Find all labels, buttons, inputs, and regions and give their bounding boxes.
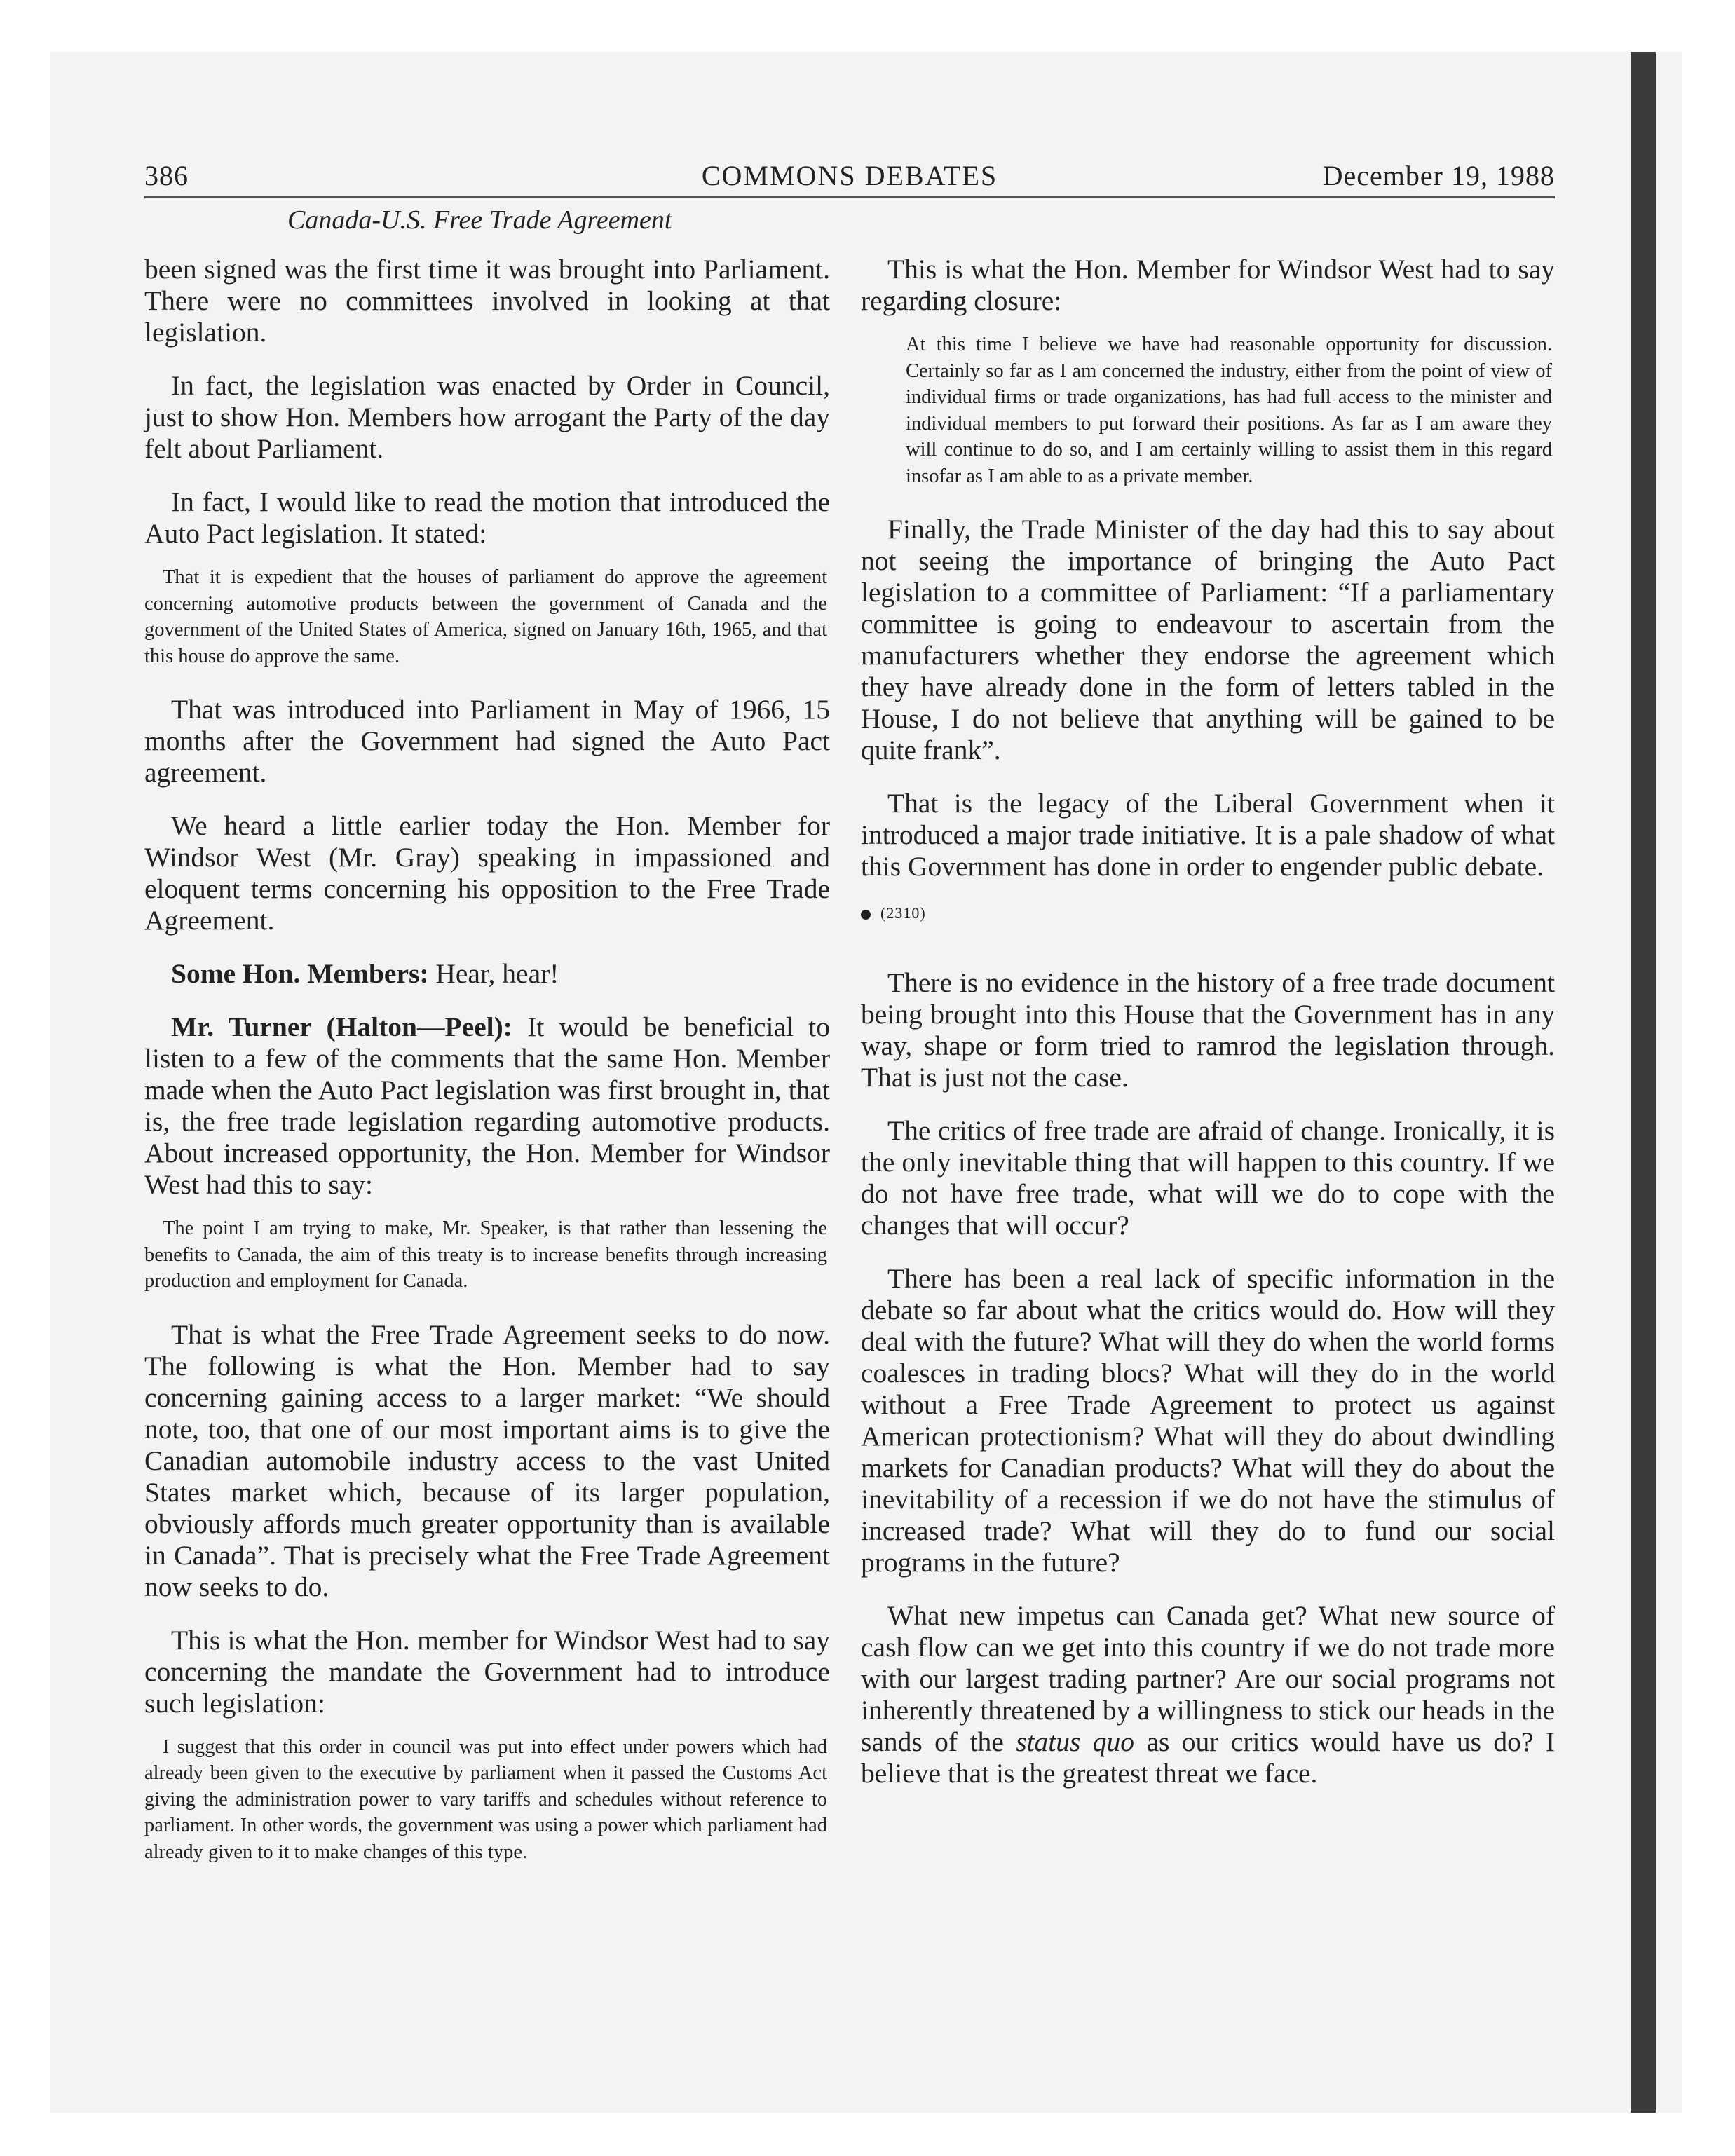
speaker-name: Some Hon. Members: (171, 958, 429, 989)
paragraph (144, 958, 830, 990)
paragraph: This is what the Hon. member for Windsor West had to say concerning the mandate the Government had to introduce such legislation: (144, 1624, 830, 1719)
block-quote: The point I am trying to make, Mr. Speaker, is that rather than lessening the benefits to Canada, the aim of this treaty is to increase benefits through increasing production and employment for Canada. (144, 1217, 827, 1292)
paragraph-text: as our critics would have us do? I believe that is the greatest threat we face. (861, 1726, 1556, 1789)
speech-text: It would be beneficial to listen to a few of the comments that the same Hon. Member made when the Auto Pact legislation was first brought in, that is, the free trade legislation regarding automotive products. About increased opportunity, the Hon. Member for Windsor West had this to say: (144, 1011, 831, 1200)
paragraph: been signed was the first time it was brought into Parliament. There were no committees involved in looking at that legislation. (144, 254, 830, 348)
speaker-name: Mr. Turner (Halton—Peel): (171, 1011, 512, 1042)
block-quote: At this time I believe we have had reasonable opportunity for discussion. Certainly so far as I am concerned the industry, either from the point of view of individual firms or trade organizations, has had full access to the minister and individual members to put forward their positions. As far as I am aware they will continue to do so, and I am certainly willing to assist them in this regard insofar as I am able to as a private member. (906, 334, 1552, 487)
right-column (861, 254, 1555, 1811)
publication-title: COMMONS DEBATES (701, 160, 998, 191)
running-header (144, 157, 1555, 198)
paragraph: There is no evidence in the history of a free trade document being brought into this House that the Government has in any way, shape or form tried to ramrod the legislation through. That is just not the case. (861, 967, 1555, 1093)
left-column (144, 254, 830, 1890)
paragraph: That is what the Free Trade Agreement seeks to do now. The following is what the Hon. Member had to say concerning gaining access to a larger market: “We should note, too, that one of our most important aims is to give the Canadian automobile industry access to the vast United States market which, because of its larger population, obviously affords much greater opportunity than is available in Canada”. That is precisely what the Free Trade Agreement now seeks to do. (144, 1318, 830, 1602)
paragraph (861, 1600, 1555, 1789)
timestamp-text: (2310) (880, 904, 926, 922)
paragraph: This is what the Hon. Member for Windsor West had to say regarding closure: (861, 254, 1555, 316)
paragraph-text: What new impetus can Canada get? What new source of cash flow can we get into this country if we do not trade more with our largest trading partner? Are our social programs not inherently threatened by a willingness to stick our heads in the sands of the (861, 1600, 1555, 1757)
paragraph: In fact, the legislation was enacted by Order in Council, just to show Hon. Members how arrogant the Party of the day felt about Parliament. (144, 370, 830, 464)
section-subhead: Canada-U.S. Free Trade Agreement (287, 205, 672, 235)
block-quote: I suggest that this order in council was put into effect under powers which had already been given to the executive by parliament when it passed the Customs Act giving the administration power to vary tariffs and schedules without reference to parliament. In other words, the government was using a power which parliament had already given to it to make changes of this type. (144, 1735, 827, 1863)
paragraph: Finally, the Trade Minister of the day had this to say about not seeing the importance of bringing the Auto Pact legislation to a committee of Parliament: “If a parliamentary committee is going to endeavour to ascertain from the manufacturers whether they endorse the agreement which they have already done in the form of letters tabled in the House, I do not believe that anything will be gained to be quite frank”. (861, 514, 1555, 765)
paragraph: We heard a little earlier today the Hon. Member for Windsor West (Mr. Gray) speaking in impassioned and eloquent terms concerning his opposition to the Free Trade Agreement. (144, 810, 830, 936)
paragraph (144, 1011, 830, 1201)
paragraph: There has been a real lack of specific information in the debate so far about what the critics would do. How will they deal with the future? What will they do when the world forms coalesces in trading blocs? What will they do in the world without a Free Trade Agreement to protect us against American protectionism? What will they do about dwindling markets for Canadian products? What will they do about the inevitability of a recession if we do not have the stimulus of increased trade? What will they do to fund our social programs in the future? (861, 1263, 1555, 1578)
paragraph: In fact, I would like to read the motion that introduced the Auto Pact legislation. It stated: (144, 486, 830, 549)
italic-phrase: status quo (1016, 1726, 1135, 1757)
speech-text: Hear, hear! (435, 958, 559, 989)
time-marker (861, 904, 1555, 922)
header-date: December 19, 1988 (1322, 160, 1555, 191)
page-number: 386 (144, 160, 189, 191)
paragraph: The critics of free trade are afraid of change. Ironically, it is the only inevitable thing that will happen to this country. If we do not have free trade, what will we do to cope with the changes that will occur? (861, 1115, 1555, 1241)
bullet-icon (861, 910, 871, 920)
paragraph: That was introduced into Parliament in May of 1966, 15 months after the Government had signed the Auto Pact agreement. (144, 694, 830, 788)
paragraph: That is the legacy of the Liberal Government when it introduced a major trade initiative. It is a pale shadow of what this Government has done in order to engender public debate. (861, 788, 1555, 882)
scan-edge (1631, 52, 1656, 2113)
block-quote: That it is expedient that the houses of parliament do approve the agreement concerning automotive products between the government of Canada and the government of the United States of America, signed on January 16th, 1965, and that this house do approve the same. (144, 566, 827, 667)
